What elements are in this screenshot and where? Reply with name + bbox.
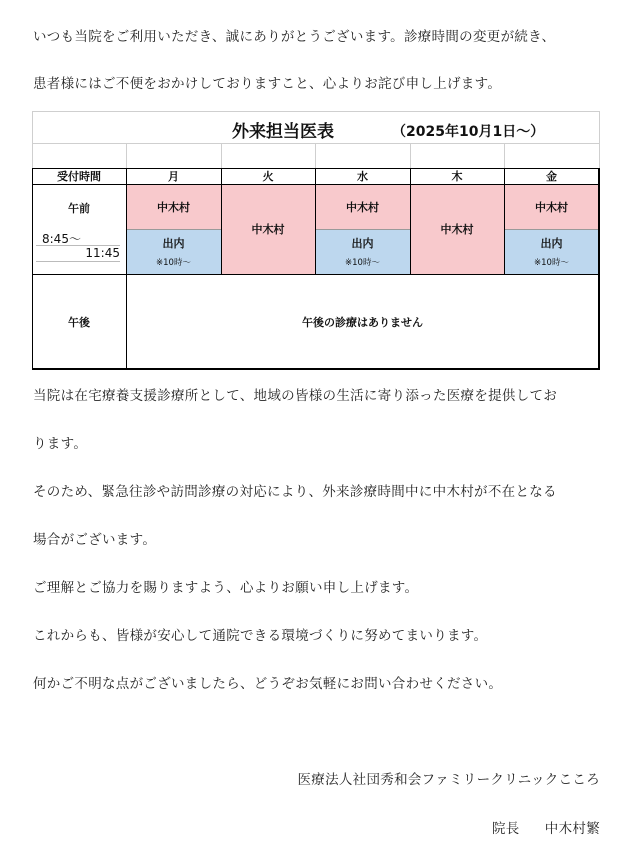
- morning-label: 午前: [68, 202, 90, 215]
- schedule-period: （2025年10月1日～）: [392, 124, 545, 140]
- fri-away-label: 出内: [540, 237, 563, 250]
- mon-morning-away: [126, 229, 221, 274]
- table-border: [315, 168, 316, 274]
- wed-morning-away: [315, 229, 410, 274]
- wed-morning-doctor: 中木村: [315, 184, 410, 229]
- fri-morning-doctor: 中木村: [504, 184, 599, 229]
- grid-line: [32, 143, 600, 144]
- schedule-title: 外来担当医表: [232, 121, 334, 142]
- header-day-thu: 木: [451, 170, 463, 183]
- header-day-mon: 月: [168, 170, 179, 183]
- header-reception-time: 受付時間: [57, 170, 101, 183]
- grid-line: [315, 229, 410, 230]
- director-name: 中木村繁: [544, 821, 600, 837]
- clinic-name: 医療法人社団秀和会ファミリークリニックこころ: [297, 772, 600, 788]
- thu-morning-doctor: 中木村: [410, 184, 504, 274]
- body-p2-line-2: 場合がございます。: [33, 532, 157, 548]
- grid-line: [410, 143, 411, 169]
- wed-away-note: ※10時～: [345, 258, 380, 268]
- body-p4: これからも、皆様が安心して通院できる環境づくりに努めてまいります。: [33, 628, 488, 644]
- header-day-tue: 火: [262, 170, 274, 183]
- body-p1-line-1: 当院は在宅療養支援診療所として、地域の皆様の生活に寄り添った医療を提供してお: [33, 388, 558, 404]
- schedule-table: [32, 111, 600, 370]
- director-title: 院長: [492, 821, 520, 837]
- table-border: [598, 168, 600, 370]
- grid-line: [126, 229, 221, 230]
- table-border: [410, 168, 411, 274]
- morning-time-end: 11:45: [85, 246, 120, 260]
- table-border: [32, 184, 600, 185]
- header-day-fri: 金: [546, 170, 557, 183]
- grid-line: [599, 111, 600, 169]
- body-p1-line-2: ります。: [33, 436, 88, 452]
- mon-away-note: ※10時～: [156, 258, 191, 268]
- afternoon-label: 午後: [68, 315, 90, 329]
- fri-morning-away: [504, 229, 599, 274]
- intro-line-1: いつも当院をご利用いただき、誠にありがとうございます。診療時間の変更が続き、: [33, 29, 556, 45]
- grid-line: [221, 143, 222, 169]
- grid-line: [36, 245, 120, 246]
- tue-morning-doctor: 中木村: [221, 184, 315, 274]
- afternoon-message: 午後の診療はありません: [302, 315, 423, 329]
- table-border: [32, 168, 33, 370]
- table-border: [32, 274, 600, 275]
- mon-morning-doctor: 中木村: [126, 184, 221, 229]
- intro-line-2: 患者様にはご不便をおかけしておりますこと、心よりお詫び申し上げます。: [33, 76, 502, 92]
- morning-time-start: 8:45～: [42, 231, 81, 246]
- grid-line: [126, 143, 127, 169]
- grid-line: [32, 111, 33, 169]
- body-p3: ご理解とご協力を賜りますよう、心よりお願い申し上げます。: [33, 580, 419, 596]
- body-p5: 何かご不明な点がございましたら、どうぞお気軽にお問い合わせください。: [33, 676, 503, 692]
- director-signature: [492, 819, 600, 839]
- grid-line: [32, 111, 600, 112]
- fri-away-note: ※10時～: [534, 258, 569, 268]
- table-border: [32, 168, 600, 169]
- grid-line: [504, 143, 505, 169]
- wed-away-label: 出内: [351, 237, 374, 250]
- table-border: [32, 368, 600, 370]
- body-p2-line-1: そのため、緊急往診や訪問診療の対応により、外来診療時間中に中木村が不在となる: [33, 484, 557, 500]
- table-border: [126, 168, 127, 370]
- header-day-wed: 水: [357, 170, 368, 183]
- table-border: [504, 168, 505, 274]
- grid-line: [504, 229, 599, 230]
- table-border: [221, 168, 222, 274]
- grid-line: [315, 143, 316, 169]
- grid-line: [36, 261, 120, 262]
- mon-away-label: 出内: [162, 237, 185, 250]
